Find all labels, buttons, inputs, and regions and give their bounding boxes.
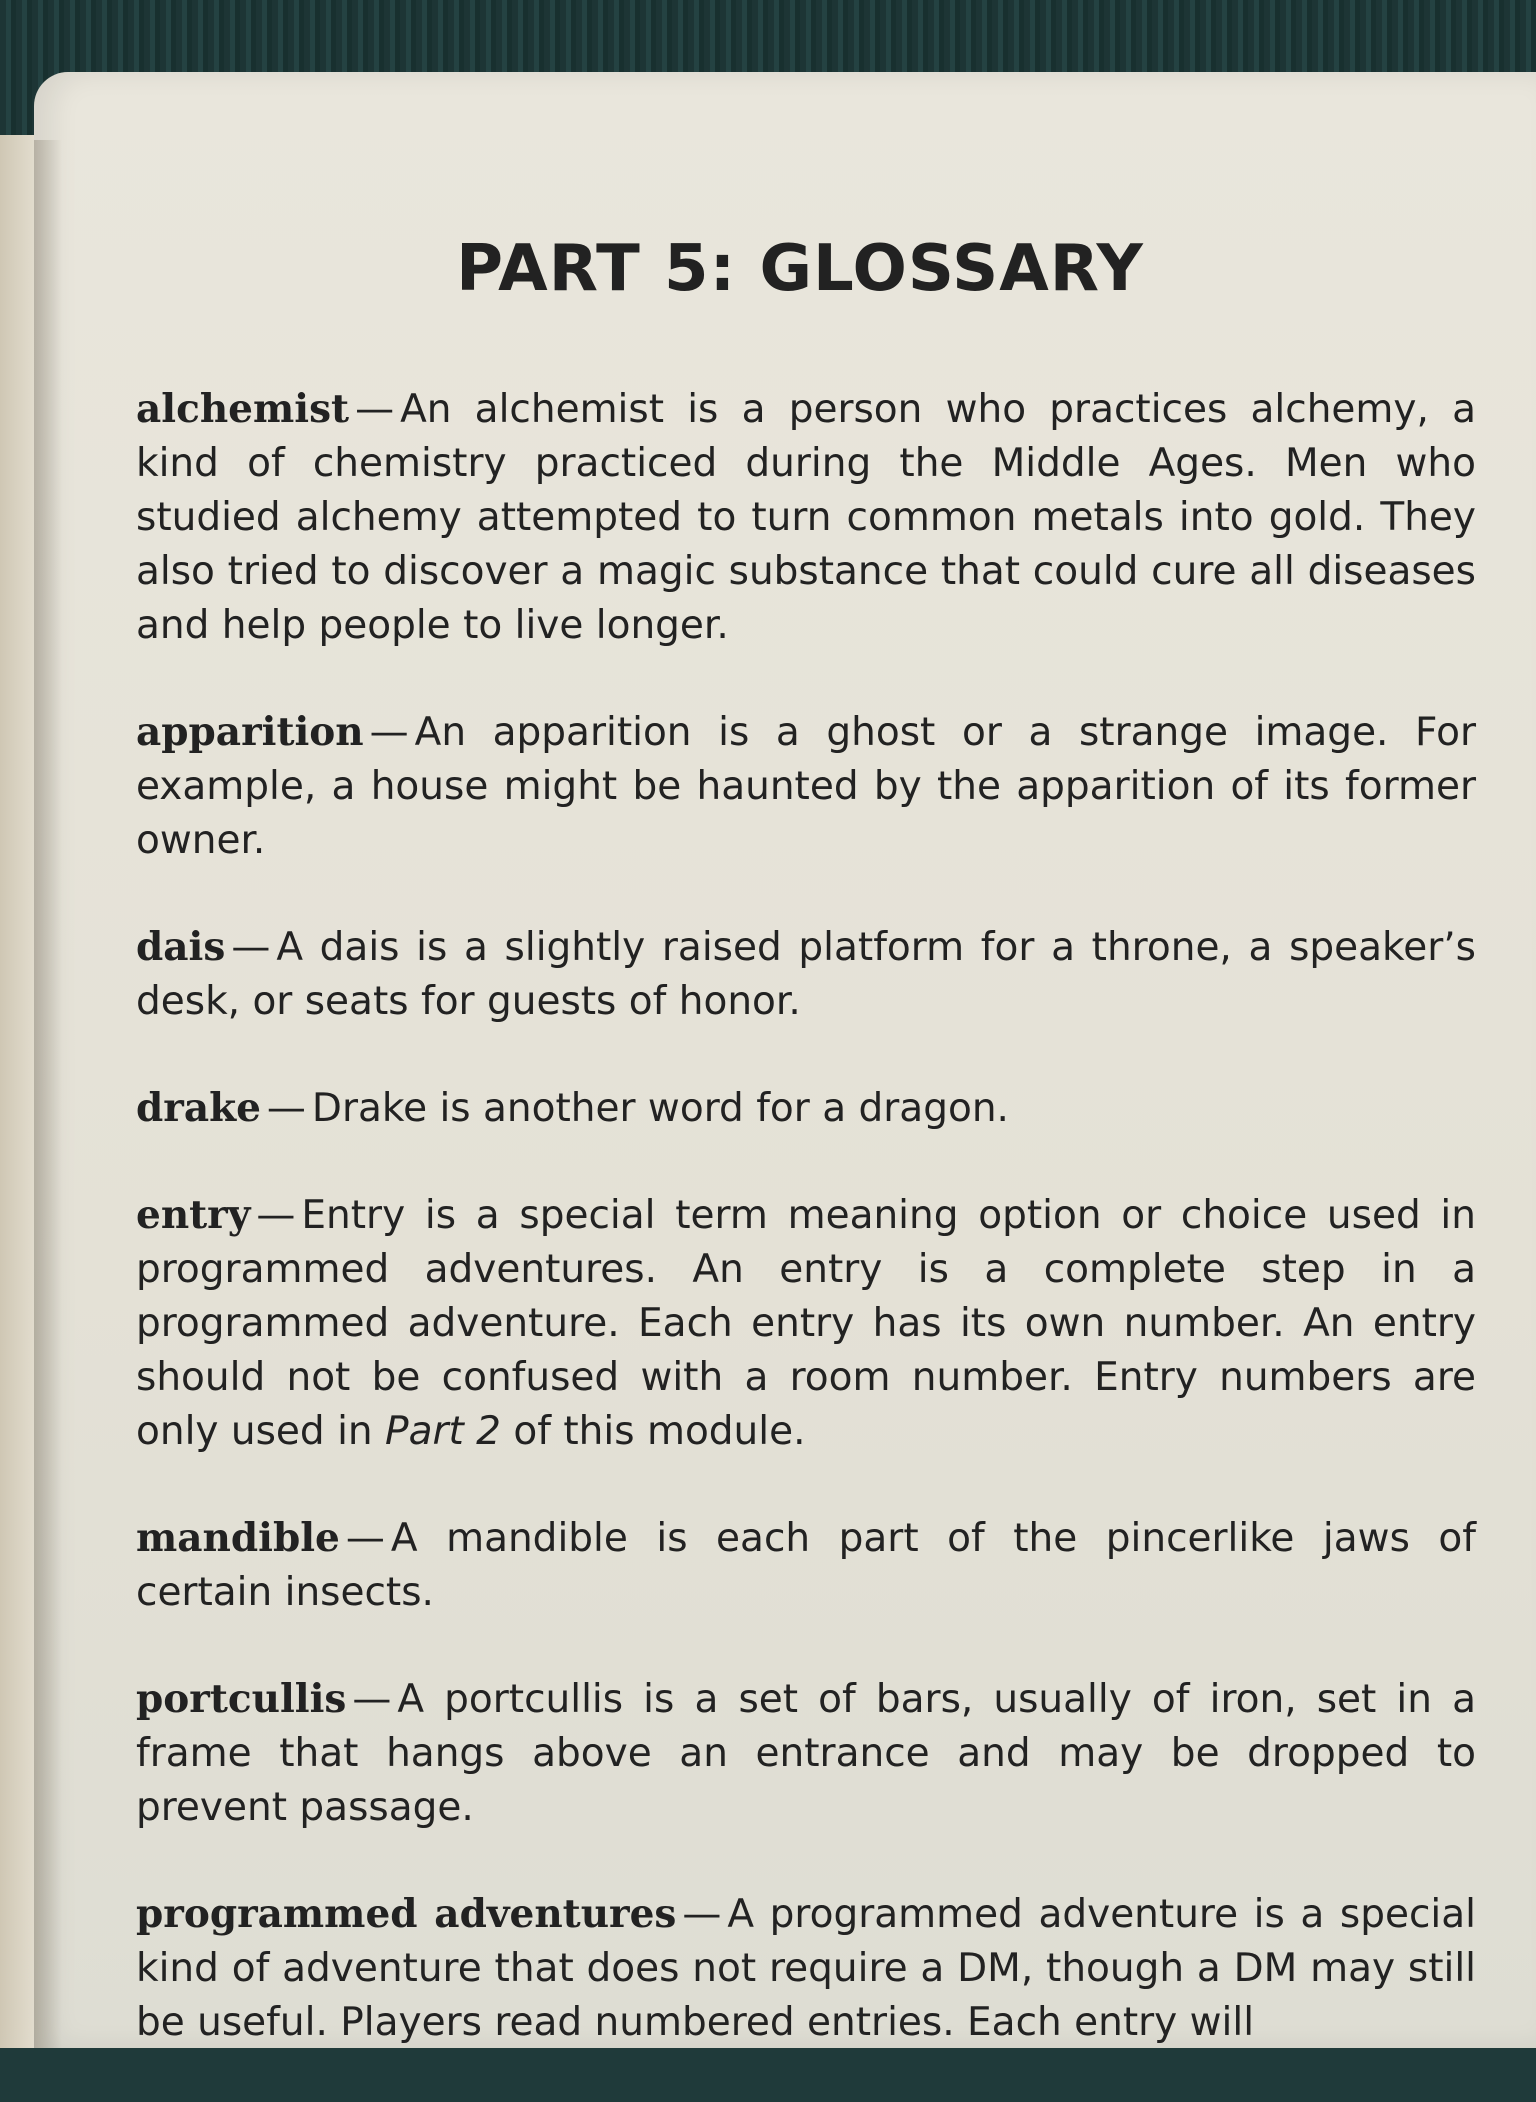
page-title: PART 5: GLOSSARY — [456, 232, 1144, 306]
glossary-definition: A portcullis is a set of bars, usually of iron, set in a frame that hangs above an entrance and may be dropped to prevent passage. — [136, 1677, 1476, 1830]
glossary-entry-programmed-adventures — [136, 1887, 1476, 2050]
glossary-definition: An alchemist is a person who practices alchemy, a kind of chemistry practiced during the Middle Ages. Men who studied alchemy attempted to turn common metals into gold. They also tried to discover a magic substance that could cure all diseases and help people to live longer. — [136, 387, 1476, 648]
em-dash: — — [266, 1086, 306, 1131]
em-dash: — — [345, 1516, 385, 1561]
glossary-entry-dais — [136, 920, 1476, 1029]
glossary-term: mandible — [136, 1515, 340, 1561]
glossary-definition-end: of this module. — [513, 1409, 806, 1454]
glossary-definition-italic: Part 2 — [385, 1409, 501, 1454]
em-dash: — — [231, 925, 271, 970]
glossary-entry-drake — [136, 1081, 1476, 1136]
glossary-entry-apparition — [136, 705, 1476, 868]
book-spine-shadow — [34, 140, 62, 2048]
glossary-entry-alchemist — [136, 382, 1476, 653]
glossary-term: alchemist — [136, 386, 350, 432]
glossary-definition: A dais is a slightly raised platform for a throne, a speaker’s desk, or seats for guests of honor. — [136, 925, 1476, 1024]
glossary-definition: A mandible is each part of the pincerlike jaws of certain insects. — [136, 1516, 1476, 1615]
em-dash: — — [369, 710, 409, 755]
glossary-entry-mandible — [136, 1511, 1476, 1620]
glossary-list — [136, 382, 1476, 2102]
em-dash: — — [682, 1892, 722, 1937]
glossary-term: apparition — [136, 709, 364, 755]
glossary-term: programmed adventures — [136, 1891, 677, 1937]
glossary-term: entry — [136, 1192, 251, 1238]
em-dash: — — [355, 387, 395, 432]
glossary-term: drake — [136, 1085, 261, 1131]
glossary-entry-portcullis — [136, 1672, 1476, 1835]
glossary-entry-entry — [136, 1188, 1476, 1459]
glossary-definition: An apparition is a ghost or a strange image. For example, a house might be haunted by the apparition of its former owner. — [136, 710, 1476, 863]
glossary-definition: Drake is another word for a dragon. — [311, 1086, 1009, 1131]
glossary-term: portcullis — [136, 1676, 347, 1722]
glossary-definition: Entry is a special term meaning option or choice used in programmed adventures. An entry is a complete step in a programmed adventure. Each entry has its own number. An entry should not be confused with a room number. Entry numbers are only used in — [136, 1193, 1476, 1454]
glossary-definition: A programmed adventure is a special kind of adventure that does not require a DM, though a DM may still be useful. Players read numbered entries. Each entry will — [136, 1892, 1477, 2045]
em-dash: — — [256, 1193, 296, 1238]
em-dash: — — [352, 1677, 392, 1722]
glossary-term: dais — [136, 924, 226, 970]
